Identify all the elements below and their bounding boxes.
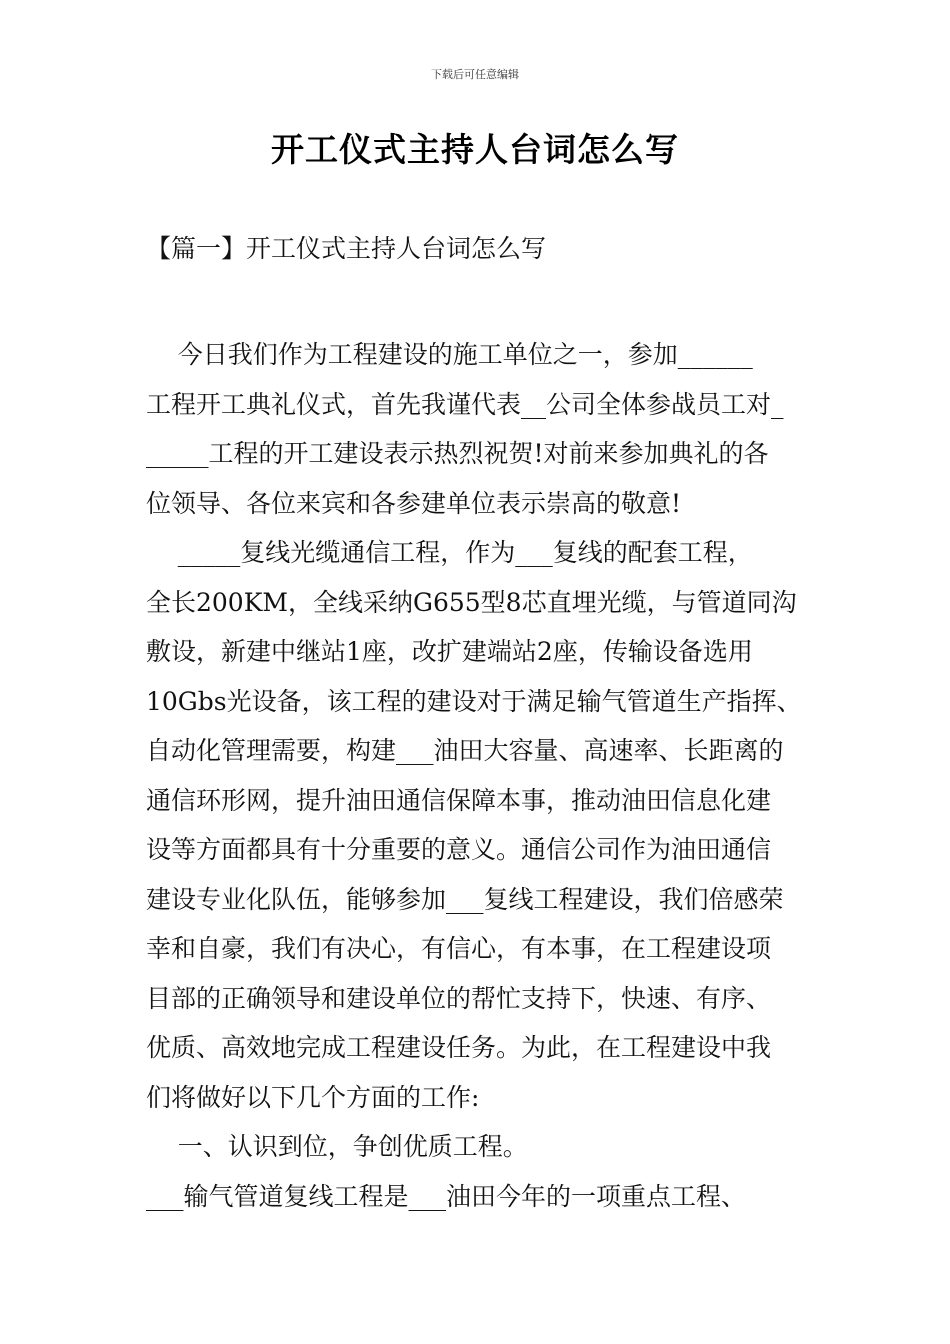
- body-line: 通信环形网，提升油田通信保障本事，推动油田信息化建: [146, 785, 772, 815]
- body-line: 幸和自豪，我们有决心，有信心，有本事，在工程建设项: [146, 934, 772, 963]
- document-title: 开工仪式主持人台词怎么写: [271, 130, 679, 169]
- section-heading: 【篇一】开工仪式主持人台词怎么写: [146, 234, 547, 263]
- body-line: 一、认识到位，争创优质工程。: [146, 1132, 528, 1161]
- body-line: 优质、高效地完成工程建设任务。为此，在工程建设中我: [146, 1033, 772, 1062]
- body-line: 建设专业化队伍，能够参加___复线工程建设，我们倍感荣: [146, 884, 784, 914]
- body-line: 工程开工典礼仪式，首先我谨代表__公司全体参战员工对_: [146, 389, 784, 419]
- body-line: 敷设，新建中继站1座，改扩建端站2座，传输设备选用: [146, 637, 753, 666]
- body-line: 今日我们作为工程建设的施工单位之一，参加______: [146, 340, 753, 369]
- body-line: _____复线光缆通信工程，作为___复线的配套工程，: [146, 538, 753, 567]
- body-line: 目部的正确领导和建设单位的帮忙支持下，快速、有序、: [146, 983, 772, 1013]
- body-line: 全长200KM，全线采纳G655型8芯直埋光缆，与管道同沟: [146, 587, 797, 617]
- body-line: 们将做好以下几个方面的工作:: [146, 1082, 480, 1112]
- body-line: 10Gbs光设备，该工程的建设对于满足输气管道生产指挥、: [146, 686, 802, 716]
- body-line: 设等方面都具有十分重要的意义。通信公司作为油田通信: [146, 835, 772, 864]
- body-line: 位领导、各位来宾和各参建单位表示崇高的敬意!: [146, 488, 682, 518]
- body-line: ___输气管道复线工程是___油田今年的一项重点工程、: [146, 1181, 747, 1211]
- body-line: _____工程的开工建设表示热烈祝贺!对前来参加典礼的各: [146, 439, 769, 468]
- body-line: 自动化管理需要，构建___油田大容量、高速率、长距离的: [146, 736, 784, 765]
- header-note: 下载后可任意编辑: [431, 68, 519, 81]
- document-body: [146, 330, 822, 1221]
